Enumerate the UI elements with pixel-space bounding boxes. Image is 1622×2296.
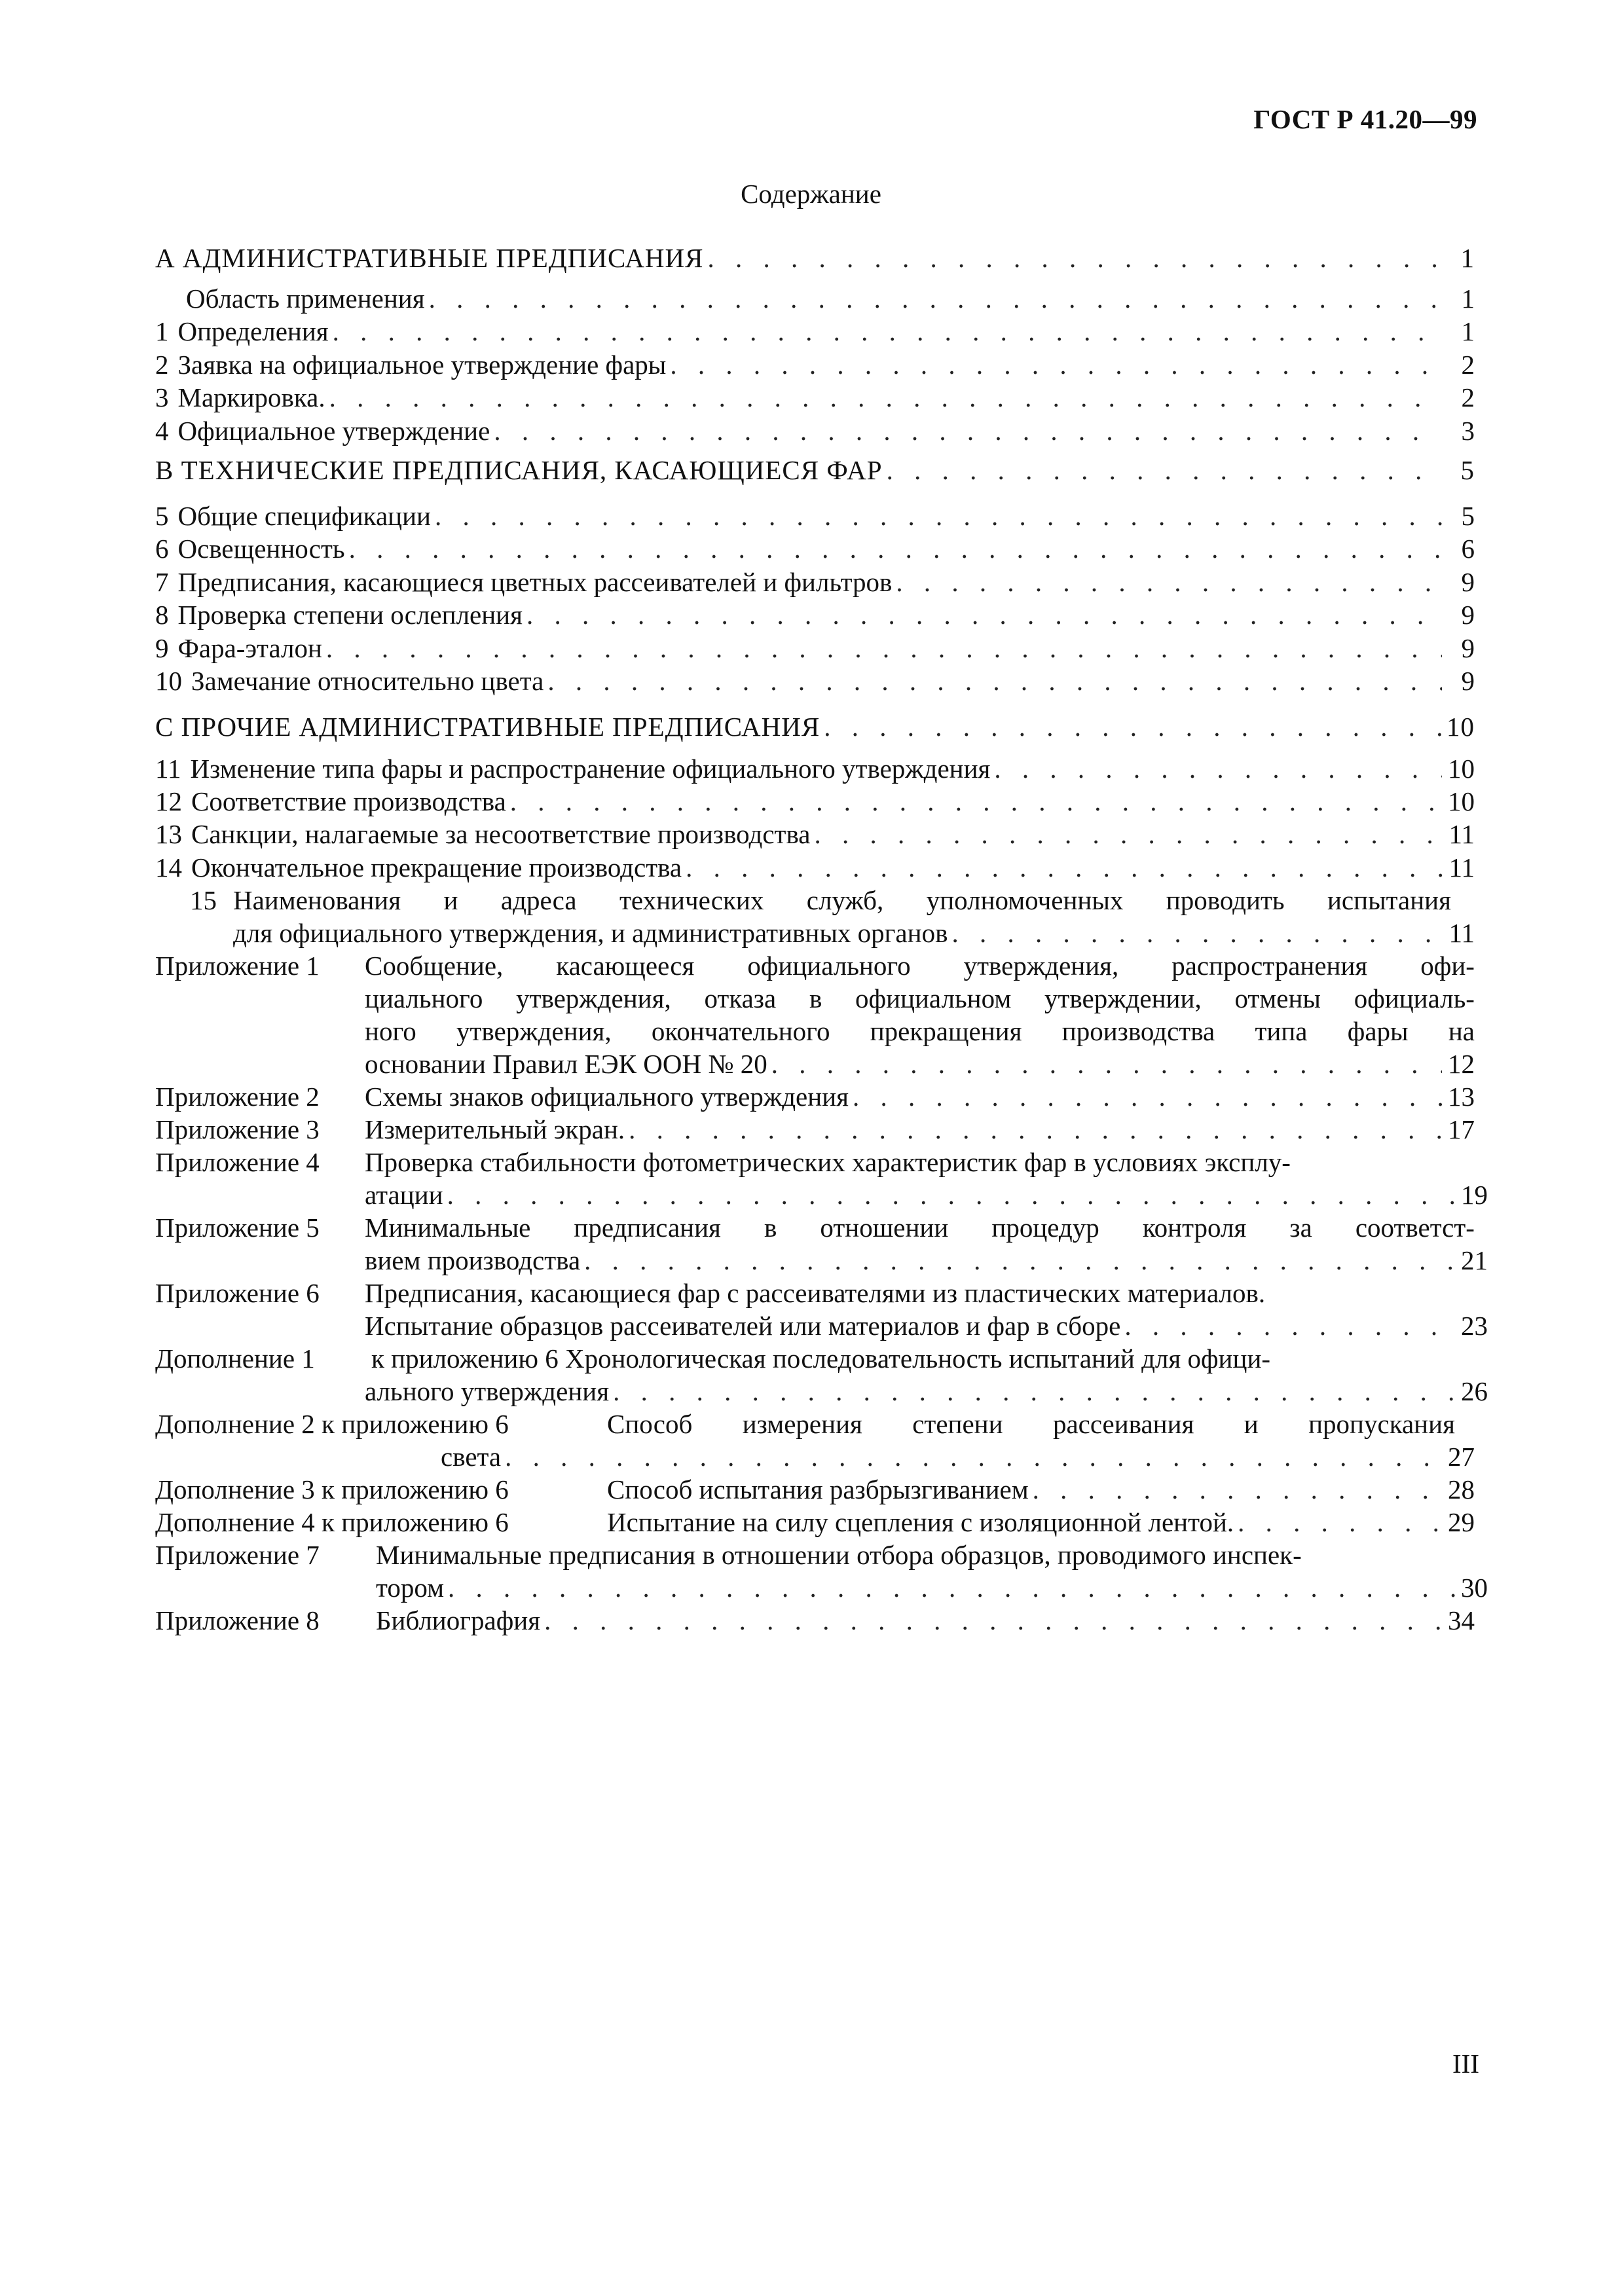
supplement-1-line1: к приложению 6 Хронологическая последовательность испытаний для офици- [371,1343,1271,1374]
supplement-1-prefix: Дополнение 1 [155,1343,315,1374]
appendix-7-line2: тором . . . 30 [376,1571,1488,1605]
appendix-3: Измерительный экран. . . . 17 [365,1112,1475,1146]
toc-item-15-number: 15 [190,885,217,915]
appendix-5-line1: Минимальные предписания в отношении процедур контроля за соответст- [365,1212,1475,1243]
toc-item-15-line2: для официального утверждения, и административных органов . . . 11 [233,916,1475,950]
toc-item-7: 7 Предписания, касающиеся цветных рассеивателей и фильтров . . . 9 [155,565,1475,599]
page-number: III [1452,2049,1479,2079]
appendix-6-prefix: Приложение 6 [155,1278,320,1308]
supplement-2-line2: света . . . 27 [441,1440,1475,1474]
toc-item-9: 9 Фара-эталон . . . 9 [155,631,1475,665]
supplement-1-line2: ального утверждения . . . 26 [365,1374,1488,1408]
appendix-6-line1: Предписания, касающиеся фар с рассеивателями из пластических материалов. [365,1278,1266,1308]
document-code: ГОСТ Р 41.20—99 [1253,104,1477,134]
toc-item-3: 3 Маркировка. . . . 2 [155,380,1475,414]
supplement-3: Способ испытания разбрызгиванием . . . 28 [607,1472,1475,1506]
supplement-4-prefix: Дополнение 4 к приложению 6 [155,1507,509,1537]
appendix-2-prefix: Приложение 2 [155,1082,320,1112]
toc-item-15-line1: Наименования и адреса технических служб, уполномоченных проводить испытания [233,885,1451,915]
supplement-4: Испытание на силу сцепления с изоляционной лентой. . . . 29 [607,1505,1475,1539]
appendix-7-line1: Минимальные предписания в отношении отбора образцов, проводимого инспек- [376,1540,1302,1570]
appendix-2: Схемы знаков официального утверждения . . . 13 [365,1080,1475,1114]
appendix-7-prefix: Приложение 7 [155,1540,320,1570]
appendix-1-line4: основании Правил ЕЭК ООН № 20 . . . 12 [365,1047,1475,1081]
toc-section-b: В ТЕХНИЧЕСКИЕ ПРЕДПИСАНИЯ, КАСАЮЩИЕСЯ ФАР . . . 5 [155,453,1475,487]
appendix-6-line2: Испытание образцов рассеивателей или материалов и фар в сборе . . . 23 [365,1309,1488,1343]
appendix-1-prefix: Приложение 1 [155,951,320,981]
toc-item-14: 14 Окончательное прекращение производства . . . 11 [155,850,1475,884]
appendix-5-line2: вием производства . . . 21 [365,1243,1488,1277]
appendix-1-line3: ного утверждения, окончательного прекращения производства типа фары на [365,1016,1475,1046]
appendix-4-line1: Проверка стабильности фотометрических характеристик фар в условиях эксплу- [365,1147,1291,1177]
toc-item-8: 8 Проверка степени ослепления . . . 9 [155,598,1475,632]
appendix-1-line1: Сообщение, касающееся официального утверждения, распространения офи- [365,951,1475,981]
appendix-3-prefix: Приложение 3 [155,1114,320,1144]
supplement-3-prefix: Дополнение 3 к приложению 6 [155,1474,509,1504]
toc-item-4: 4 Официальное утверждение . . . 3 [155,414,1475,448]
toc-item-10: 10 Замечание относительно цвета . . . 9 [155,664,1475,698]
appendix-5-prefix: Приложение 5 [155,1212,320,1243]
contents-title: Содержание [741,179,881,209]
toc-section-a: А АДМИНИСТРАТИВНЫЕ ПРЕДПИСАНИЯ . . . 1 [155,241,1475,275]
toc-item-13: 13 Санкции, налагаемые за несоответствие производства . . . 11 [155,817,1475,851]
toc-item-2: 2 Заявка на официальное утверждение фары . . . 2 [155,348,1475,382]
toc-item-12: 12 Соответствие производства . . . 10 [155,784,1475,818]
toc-item-6: 6 Освещенность . . . 6 [155,532,1475,566]
appendix-1-line2: циального утверждения, отказа в официальном утверждении, отмены официаль- [365,983,1475,1013]
appendix-8-prefix: Приложение 8 [155,1605,320,1635]
toc-item-11: 11 Изменение типа фары и распространение официального утверждения . . . 10 [155,752,1475,786]
appendix-8: Библиография . . . 34 [376,1603,1475,1637]
toc-section-c: С ПРОЧИЕ АДМИНИСТРАТИВНЫЕ ПРЕДПИСАНИЯ . . . 10 [155,710,1475,744]
toc-item-scope: Область применения . . . 1 [155,282,1475,316]
toc-item-5: 5 Общие спецификации . . . 5 [155,499,1475,533]
appendix-4-line2: атации . . . 19 [365,1178,1488,1212]
supplement-2-line1: Способ измерения степени рассеивания и пропускания [607,1409,1455,1439]
supplement-2-prefix: Дополнение 2 к приложению 6 [155,1409,509,1439]
appendix-4-prefix: Приложение 4 [155,1147,320,1177]
toc-item-1: 1 Определения . . . 1 [155,314,1475,348]
